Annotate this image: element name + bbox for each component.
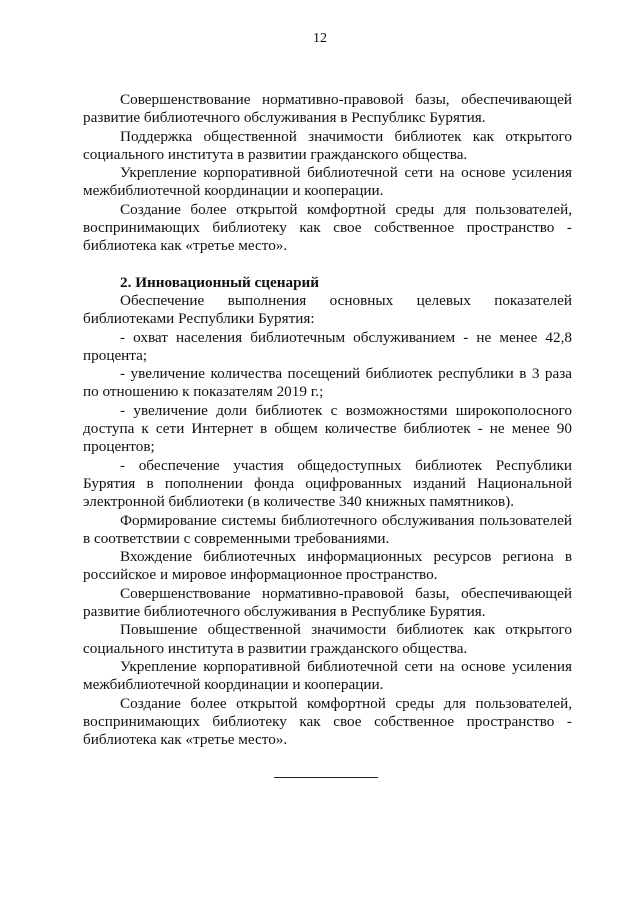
paragraph: Вхождение библиотечных информационных ресурсов региона в российское и мировое информационное пространство. (83, 548, 572, 584)
section-intro: Обеспечение выполнения основных целевых показателей библиотеками Республики Бурятия: (83, 291, 572, 328)
paragraph: Формирование системы библиотечного обслуживания пользователей в соответствии с современными требованиями. (83, 511, 572, 547)
list-item: - увеличение доли библиотек с возможностями широкополосного доступа к сети Интернет в общем количестве библиотек - не менее 90 процентов; (83, 401, 572, 456)
paragraph: Укрепление корпоративной библиотечной сети на основе усиления межбиблиотечной координации и кооперации. (83, 164, 572, 200)
paragraph: Укрепление корпоративной библиотечной сети на основе усиления межбиблиотечной координации и кооперации. (83, 657, 572, 694)
list-item: - увеличение количества посещений библиотек республики в 3 раза по отношению к показателям 2019 г.; (83, 365, 572, 401)
list-item: - охват населения библиотечным обслуживанием - не менее 42,8 процента; (83, 328, 572, 364)
page-number: 12 (313, 31, 327, 46)
section-heading: 2. Инновационный сценарий (120, 273, 320, 291)
paragraph: Совершенствование нормативно-правовой базы, обеспечивающей развитие библиотечного обслуживания в Республике Бурятия. (83, 584, 572, 621)
document-body (83, 91, 572, 749)
paragraph: Совершенствование нормативно-правовой базы, обеспечивающей развитие библиотечного обслуживания в Республикс Бурятия. (83, 91, 572, 127)
list-item: - обеспечение участия общедоступных библиотек Республики Бурятия в пополнении фонда оцифрованных изданий Национальной электронной библиотеки (в количестве 340 книжных памятников). (83, 456, 572, 511)
paragraph: Повышение общественной значимости библиотек как открытого социального института в развитии гражданского общества. (83, 621, 572, 657)
paragraph: Поддержка общественной значимости библиотек как открытого социального института в развитии гражданского общества. (83, 127, 572, 163)
paragraph: Создание более открытой комфортной среды для пользователей, воспринимающих библиотеку как свое собственное пространство - библиотека как «третье место». (83, 694, 572, 749)
end-rule (274, 777, 378, 778)
paragraph: Создание более открытой комфортной среды для пользователей, воспринимающих библиотеку как свое собственное пространство - библиотека как «третье место». (83, 200, 572, 255)
